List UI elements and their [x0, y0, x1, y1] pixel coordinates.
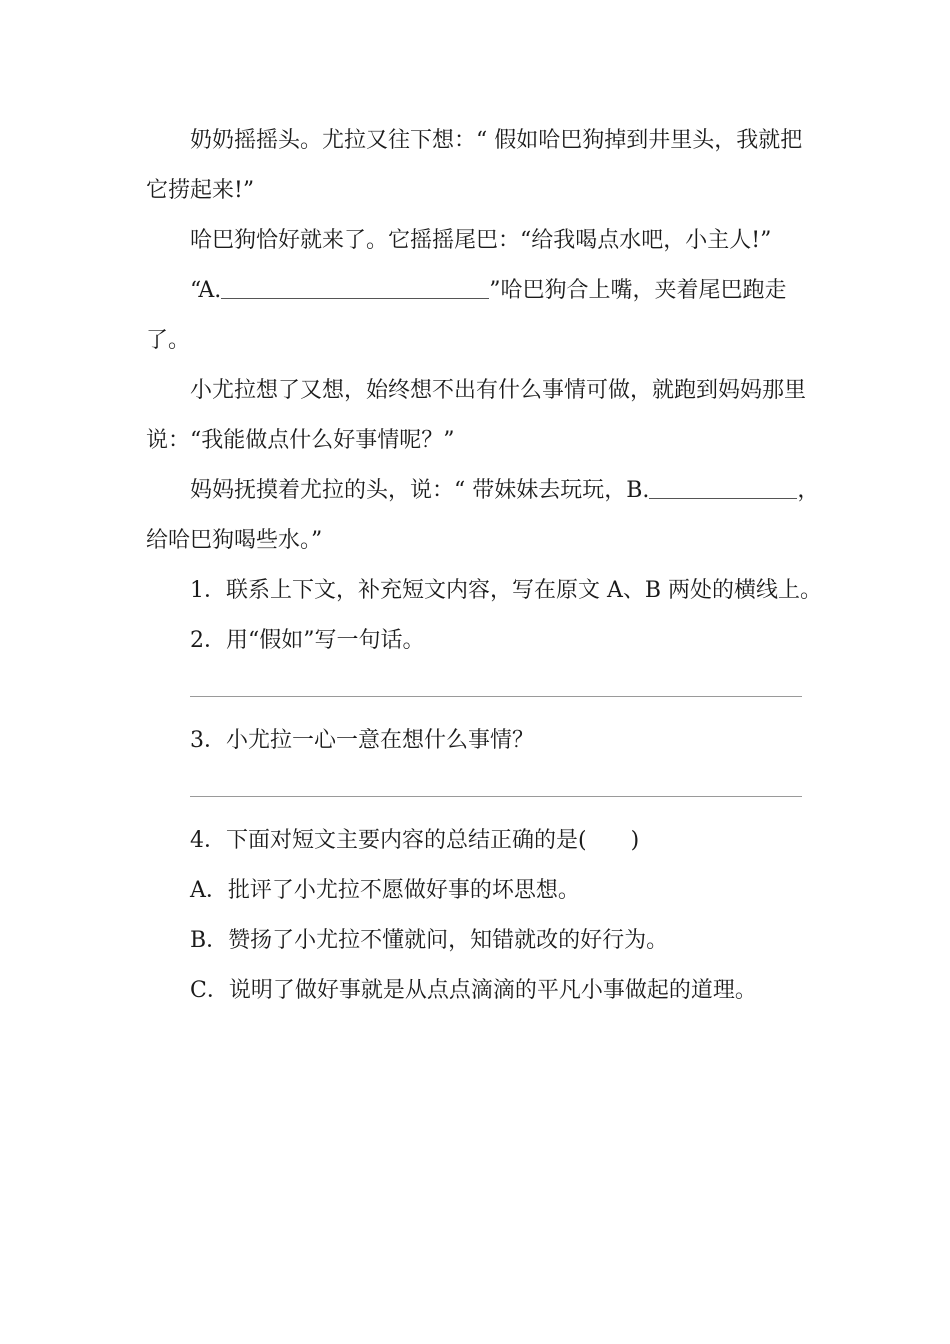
question-4-option-c[interactable]: C．说明了做好事就是从点点滴滴的平凡小事做起的道理。: [190, 978, 757, 1003]
passage-paragraph-3-continuation: ”哈巴狗合上嘴，夹着尾巴跑走: [489, 278, 787, 303]
question-4-option-b[interactable]: B．赞扬了小尤拉不懂就问，知错就改的好行为。: [190, 928, 669, 953]
blank-a-field[interactable]: [221, 276, 489, 299]
passage-paragraph-5-line-1: [146, 466, 870, 516]
question-4: 4．下面对短文主要内容的总结正确的是( ): [190, 828, 640, 853]
question-2: 2．用“假如”写一句话。: [190, 628, 425, 653]
passage-paragraph-2: 哈巴狗恰好就来了。它摇摇尾巴：“给我喝点水吧，小主人!”: [190, 228, 772, 253]
question-1: 1．联系上下文，补充短文内容，写在原文 A、B 两处的横线上。: [190, 578, 823, 603]
question-3-answer-line[interactable]: [190, 796, 802, 797]
passage-paragraph-4-line-1: 小尤拉想了又想，始终想不出有什么事情可做，就跑到妈妈那里: [190, 378, 807, 403]
passage-paragraph-1-line-1: 奶奶摇摇头。尤拉又往下想：“ 假如哈巴狗掉到井里头，我就把: [190, 128, 803, 153]
question-2-answer-line[interactable]: [190, 696, 802, 697]
passage-paragraph-3-line-1: [146, 266, 870, 316]
question-4-option-a[interactable]: A．批评了小尤拉不愿做好事的坏思想。: [190, 878, 580, 903]
blank-a-label: “A.: [190, 278, 222, 303]
passage-paragraph-1-line-2: 它捞起来!”: [146, 178, 255, 203]
blank-b-label: 妈妈抚摸着尤拉的头，说：“ 带妹妹去玩玩，B.: [190, 478, 650, 503]
passage-paragraph-3-line-2: 了。: [146, 328, 191, 353]
passage-paragraph-4-line-2: 说：“我能做点什么好事情呢？”: [146, 428, 455, 453]
passage-paragraph-5-comma: ，: [797, 478, 820, 503]
blank-b-field[interactable]: [649, 476, 797, 499]
question-3: 3．小尤拉一心一意在想什么事情？: [190, 728, 534, 753]
passage-paragraph-5-line-2: 给哈巴狗喝些水。”: [146, 528, 323, 553]
